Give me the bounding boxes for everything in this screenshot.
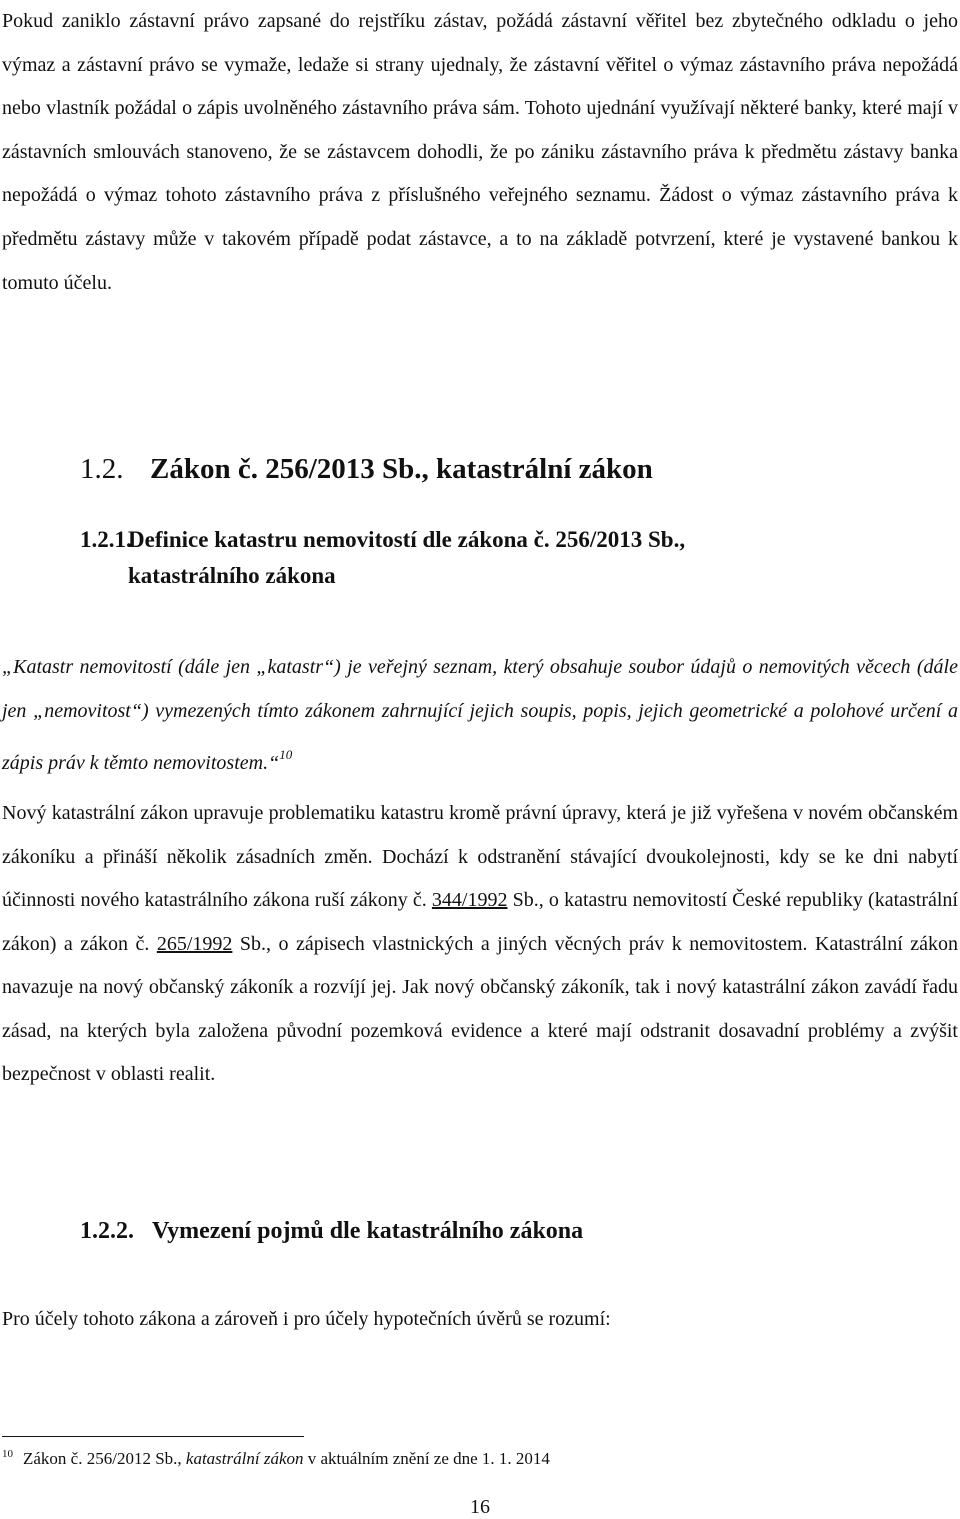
paragraph-text-1: Nový katastrální zákon upravuje problematiku katastru kromě právní úpravy, která je již vyřešena v novém občanském zákoníku a přináší několik zásadních změn. Dochází k odstranění stávající dvoukolejnosti, kdy se ke dni nabytí účinnosti nového katastrálního zákona ruší zákony č.: [2, 802, 958, 911]
footnote-text-italic: katastrální zákon: [185, 1449, 304, 1468]
footnote-reference[interactable]: 10: [279, 747, 293, 763]
footnote-text-1: Zákon č. 256/2012 Sb.,: [23, 1449, 186, 1468]
subsection-heading-1-2-1: [80, 522, 940, 594]
lead-sentence: Pro účely tohoto zákona a zároveň i pro účely hypotečních úvěrů se rozumí:: [2, 1308, 611, 1330]
subsection-number: 1.2.1.: [80, 527, 132, 552]
page-number: 16: [470, 1496, 490, 1518]
paragraph-novy-katastralni-zakon: [2, 792, 958, 1097]
footnote-separator: [2, 1436, 304, 1437]
footnote-number: 10: [2, 1448, 13, 1460]
paragraph-zastavni-pravo: Pokud zaniklo zástavní právo zapsané do rejstříku zástav, požádá zástavní věřitel bez zbytečného odkladu o jeho výmaz a zástavní právo se vymaže, ledaže si strany ujednaly, že zástavní věřitel o výmaz zástavního práva nepožádá nebo vlastník požádal o zápis uvolněného zástavního práva sám. Tohoto ujednání využívají některé banky, které mají v zástavních smlouvách stanoveno, že se zástavcem dohodli, že po zániku zástavního práva k předmětu zástavy banka nepožádá o výmaz tohoto zástavního práva z příslušného veřejného seznamu. Žádost o výmaz zástavního práva k předmětu zástavy může v takovém případě podat zástavce, a to na základě potvrzení, které je vystavené bankou k tomuto účelu.: [2, 10, 958, 294]
definition-quote: [2, 646, 958, 786]
section-title: Zákon č. 256/2013 Sb., katastrální zákon: [150, 453, 653, 485]
paragraph-text-3: Sb., o zápisech vlastnických a jiných věcných práv k nemovitostem. Katastrální zákon navazuje na nový občanský zákoník a rozvíjí jej. Jak nový občanský zákoník, tak i nový katastrální zákon zavádí řadu zásad, na kterých byla založena původní pozemková evidence a které mají odstranit dosavadní problémy a zvýšit bezpečnost v oblasti realit.: [2, 932, 958, 1085]
subsection-title-line1: Definice katastru nemovitostí dle zákona č. 256/2013 Sb.,: [128, 527, 686, 552]
subsection-heading-1-2-2: [80, 1218, 583, 1245]
law-link-344-1992[interactable]: 344/1992: [431, 889, 508, 911]
section-heading-1-2: [80, 453, 653, 486]
subsection-title-line2: katastrálního zákona: [128, 563, 336, 588]
subsection-number: 1.2.2.: [80, 1218, 134, 1244]
footnote-text-2: v aktuálním znění ze dne 1. 1. 2014: [303, 1449, 550, 1468]
law-link-265-1992[interactable]: 265/1992: [156, 932, 233, 955]
quote-text: „Katastr nemovitostí (dále jen „katastr“) je veřejný seznam, který obsahuje soubor údajů o nemovitých věcech (dále jen „nemovitost“) vymezených tímto zákonem zahrnující jejich soupis, popis, jejich geometrické a polohové určení a zápis práv k těmto nemovitostem.“: [2, 656, 958, 775]
footnote: [2, 1448, 550, 1469]
subsection-title: Vymezení pojmů dle katastrálního zákona: [152, 1218, 584, 1244]
paragraph-text-2: Sb., o katastru nemovitostí České republiky (katastrální zákon) a zákon č.: [2, 889, 958, 955]
section-number: 1.2.: [80, 453, 124, 485]
